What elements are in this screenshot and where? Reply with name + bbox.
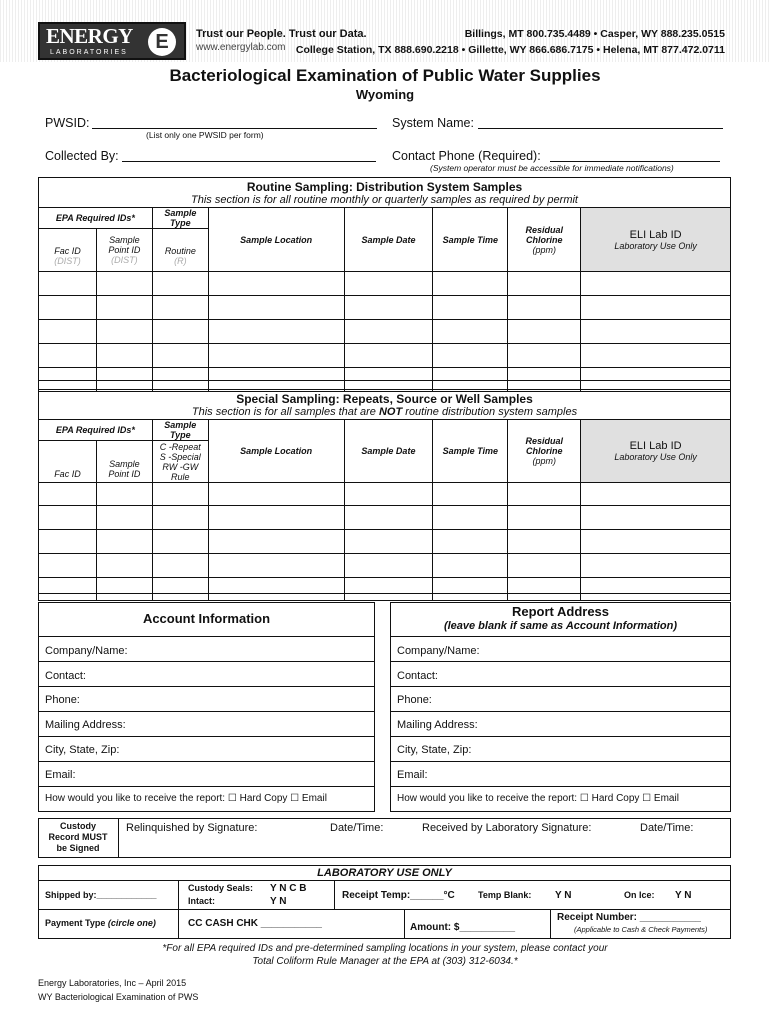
phones-line-1: Billings, MT 800.735.4489 • Casper, WY 888.235.0515 [464,28,725,40]
energy-logo [38,22,186,60]
lab-use-title: LABORATORY USE ONLY [317,867,452,879]
special-location-header: Sample Location [208,420,344,483]
special-sub-a: This section is for all samples that are [191,406,379,418]
routine-time-header: Sample Time [433,208,508,272]
page-title: Bacteriological Examination of Public Water Supplies [169,66,601,85]
routine-epa-header: EPA Required IDs* [39,208,153,229]
special-type1: C -Repeat [159,441,201,452]
report-contact[interactable]: Contact: [397,670,438,682]
routine-res1: Residual [525,224,563,235]
table-row[interactable] [39,272,731,296]
contact-phone-label: Contact Phone (Required): [392,149,541,163]
routine-title: Routine Sampling: Distribution System Samples [246,180,523,194]
custody-seals-options[interactable]: Y N C B [270,883,307,894]
table-row[interactable] [39,296,731,320]
routine-chlorine-header [508,208,581,272]
special-epa-header: EPA Required IDs* [39,420,153,441]
contact-phone-field[interactable] [550,150,720,162]
table-row[interactable] [39,368,731,392]
special-type-header: Sample Type [152,420,208,441]
tagline: Trust our People. Trust our Data. [196,28,367,40]
logo-e-icon: E [148,28,176,56]
report-company[interactable]: Company/Name: [397,645,480,657]
table-row[interactable] [39,483,731,506]
special-point1: Sample [109,459,140,469]
payment-circle-one: (circle one) [107,918,156,928]
report-box [390,602,731,812]
contact-note: (System operator must be accessible for immediate notifications) [430,163,674,173]
logo-sub: LABORATORIES [50,49,128,56]
table-row[interactable] [39,554,731,578]
routine-point-header [96,229,152,272]
phones-line-2: College Station, TX 888.690.2218 • Gillette, WY 866.686.7175 • Helena, MT 877.472.0711 [295,44,725,56]
received-signature[interactable]: Received by Laboratory Signature: [422,822,592,834]
routine-location-header: Sample Location [208,208,344,272]
temp-blank-options[interactable]: Y N [555,890,572,901]
account-city[interactable]: City, State, Zip: [45,744,120,756]
report-title: Report Address [511,604,610,619]
account-title: Account Information [142,611,271,626]
amount-field[interactable]: Amount: $__________ [410,922,516,933]
custody-label-1: Custody [60,821,96,831]
received-datetime[interactable]: Date/Time: [640,822,694,834]
account-box [38,602,375,812]
pwsid-field[interactable] [92,117,377,129]
special-sub-b: routine distribution system samples [402,406,578,418]
temp-blank-label: Temp Blank: [478,890,532,900]
system-name-label: System Name: [392,116,474,130]
receipt-note: (Applicable to Cash & Check Payments) [574,925,708,934]
routine-type: Routine [164,245,196,256]
routine-eli1: ELI Lab ID [629,228,682,241]
table-row[interactable] [39,506,731,530]
table-row[interactable] [39,320,731,344]
report-phone[interactable]: Phone: [397,694,432,706]
payment-type [45,918,156,928]
special-point-header [96,441,152,483]
report-mailing[interactable]: Mailing Address: [397,719,478,731]
footnote-line-1: *For all EPA required IDs and pre-determined sampling locations in your system, please contact your [162,943,608,954]
special-subtitle [38,406,731,418]
routine-point1: Sample [109,235,140,245]
custody-seals-label: Custody Seals: [188,883,254,893]
collected-by-field[interactable] [122,150,376,162]
footer-line-1: Energy Laboratories, Inc – April 2015 [38,978,187,988]
payment-options[interactable]: CC CASH CHK ___________ [188,918,322,929]
special-type3: RW -GW Rule [162,461,199,482]
special-res3: (ppm) [532,456,556,466]
account-company[interactable]: Company/Name: [45,645,128,657]
special-title: Special Sampling: Repeats, Source or Well Samples [236,392,533,406]
footnote-line-2: Total Coliform Rule Manager at the EPA at (303) 312-6034.* [252,956,518,967]
routine-point2: Point ID [108,245,141,255]
account-receive[interactable]: How would you like to receive the report: ☐ Hard Copy ☐ Email [45,793,327,804]
special-chlorine-header [508,420,581,483]
website-link[interactable]: www.energylab.com [196,42,286,53]
special-res2: Chlorine [525,446,563,456]
report-city[interactable]: City, State, Zip: [397,744,472,756]
special-eli1: ELI Lab ID [629,440,682,452]
footer-line-2: WY Bacteriological Examination of PWS [38,992,199,1002]
receipt-temp[interactable]: Receipt Temp:______°C [342,890,455,901]
special-time-header: Sample Time [433,420,508,483]
custody-label-3: be Signed [56,843,100,853]
account-contact[interactable]: Contact: [45,670,86,682]
account-phone[interactable]: Phone: [45,694,80,706]
routine-date-header: Sample Date [344,208,433,272]
special-sub-not: NOT [378,406,403,418]
report-email[interactable]: Email: [397,769,428,781]
logo-word: ENERGY [46,24,133,48]
special-eli2: Laboratory Use Only [614,452,697,462]
relinquished-signature[interactable]: Relinquished by Signature: [126,822,258,834]
intact-label: Intact: [188,896,215,906]
routine-facid-header [39,229,97,272]
system-name-field[interactable] [478,117,723,129]
routine-eli-header [581,208,731,272]
routine-sample-type-header [152,229,208,272]
report-receive[interactable]: How would you like to receive the report: ☐ Hard Copy ☐ Email [397,793,679,804]
special-sample-type-header [152,441,208,483]
special-res1: Residual [525,436,563,446]
special-point2: Point ID [108,469,141,479]
routine-facid-dist: (DIST) [54,255,81,266]
routine-point-dist: (DIST) [111,255,138,265]
routine-facid: Fac ID [54,245,81,256]
table-row[interactable] [39,578,731,601]
pwsid-label: PWSID: [45,116,90,130]
pwsid-note: (List only one PWSID per form) [146,130,264,140]
special-type2: S -Special [159,451,201,462]
special-facid: Fac ID [39,441,97,483]
collected-by-label: Collected By: [45,149,119,163]
routine-table [38,207,731,392]
payment-type-label: Payment Type [45,918,108,928]
routine-type-r: (R) [174,255,187,266]
state-title: Wyoming [355,87,415,102]
routine-eli2: Laboratory Use Only [614,240,697,251]
table-row[interactable] [39,530,731,554]
on-ice-options[interactable]: Y N [675,890,692,901]
routine-type-header: Sample Type [152,208,208,229]
report-subtitle: (leave blank if same as Account Information) [443,620,678,632]
routine-subtitle: This section is for all routine monthly or quarterly samples as required by permit [191,194,578,206]
account-mailing[interactable]: Mailing Address: [45,719,126,731]
special-table [38,419,731,601]
routine-res3: (ppm) [532,244,556,255]
on-ice-label: On Ice: [624,890,655,900]
relinquished-datetime[interactable]: Date/Time: [330,822,384,834]
special-eli-header [581,420,731,483]
intact-options[interactable]: Y N [270,896,287,907]
custody-label [38,821,118,854]
routine-res2: Chlorine [525,234,563,245]
account-email[interactable]: Email: [45,769,76,781]
receipt-number[interactable]: Receipt Number: ___________ [557,912,701,923]
table-row[interactable] [39,344,731,368]
custody-label-2: Record MUST [48,832,108,842]
shipped-by[interactable]: Shipped by:____________ [45,890,157,900]
special-date-header: Sample Date [344,420,433,483]
